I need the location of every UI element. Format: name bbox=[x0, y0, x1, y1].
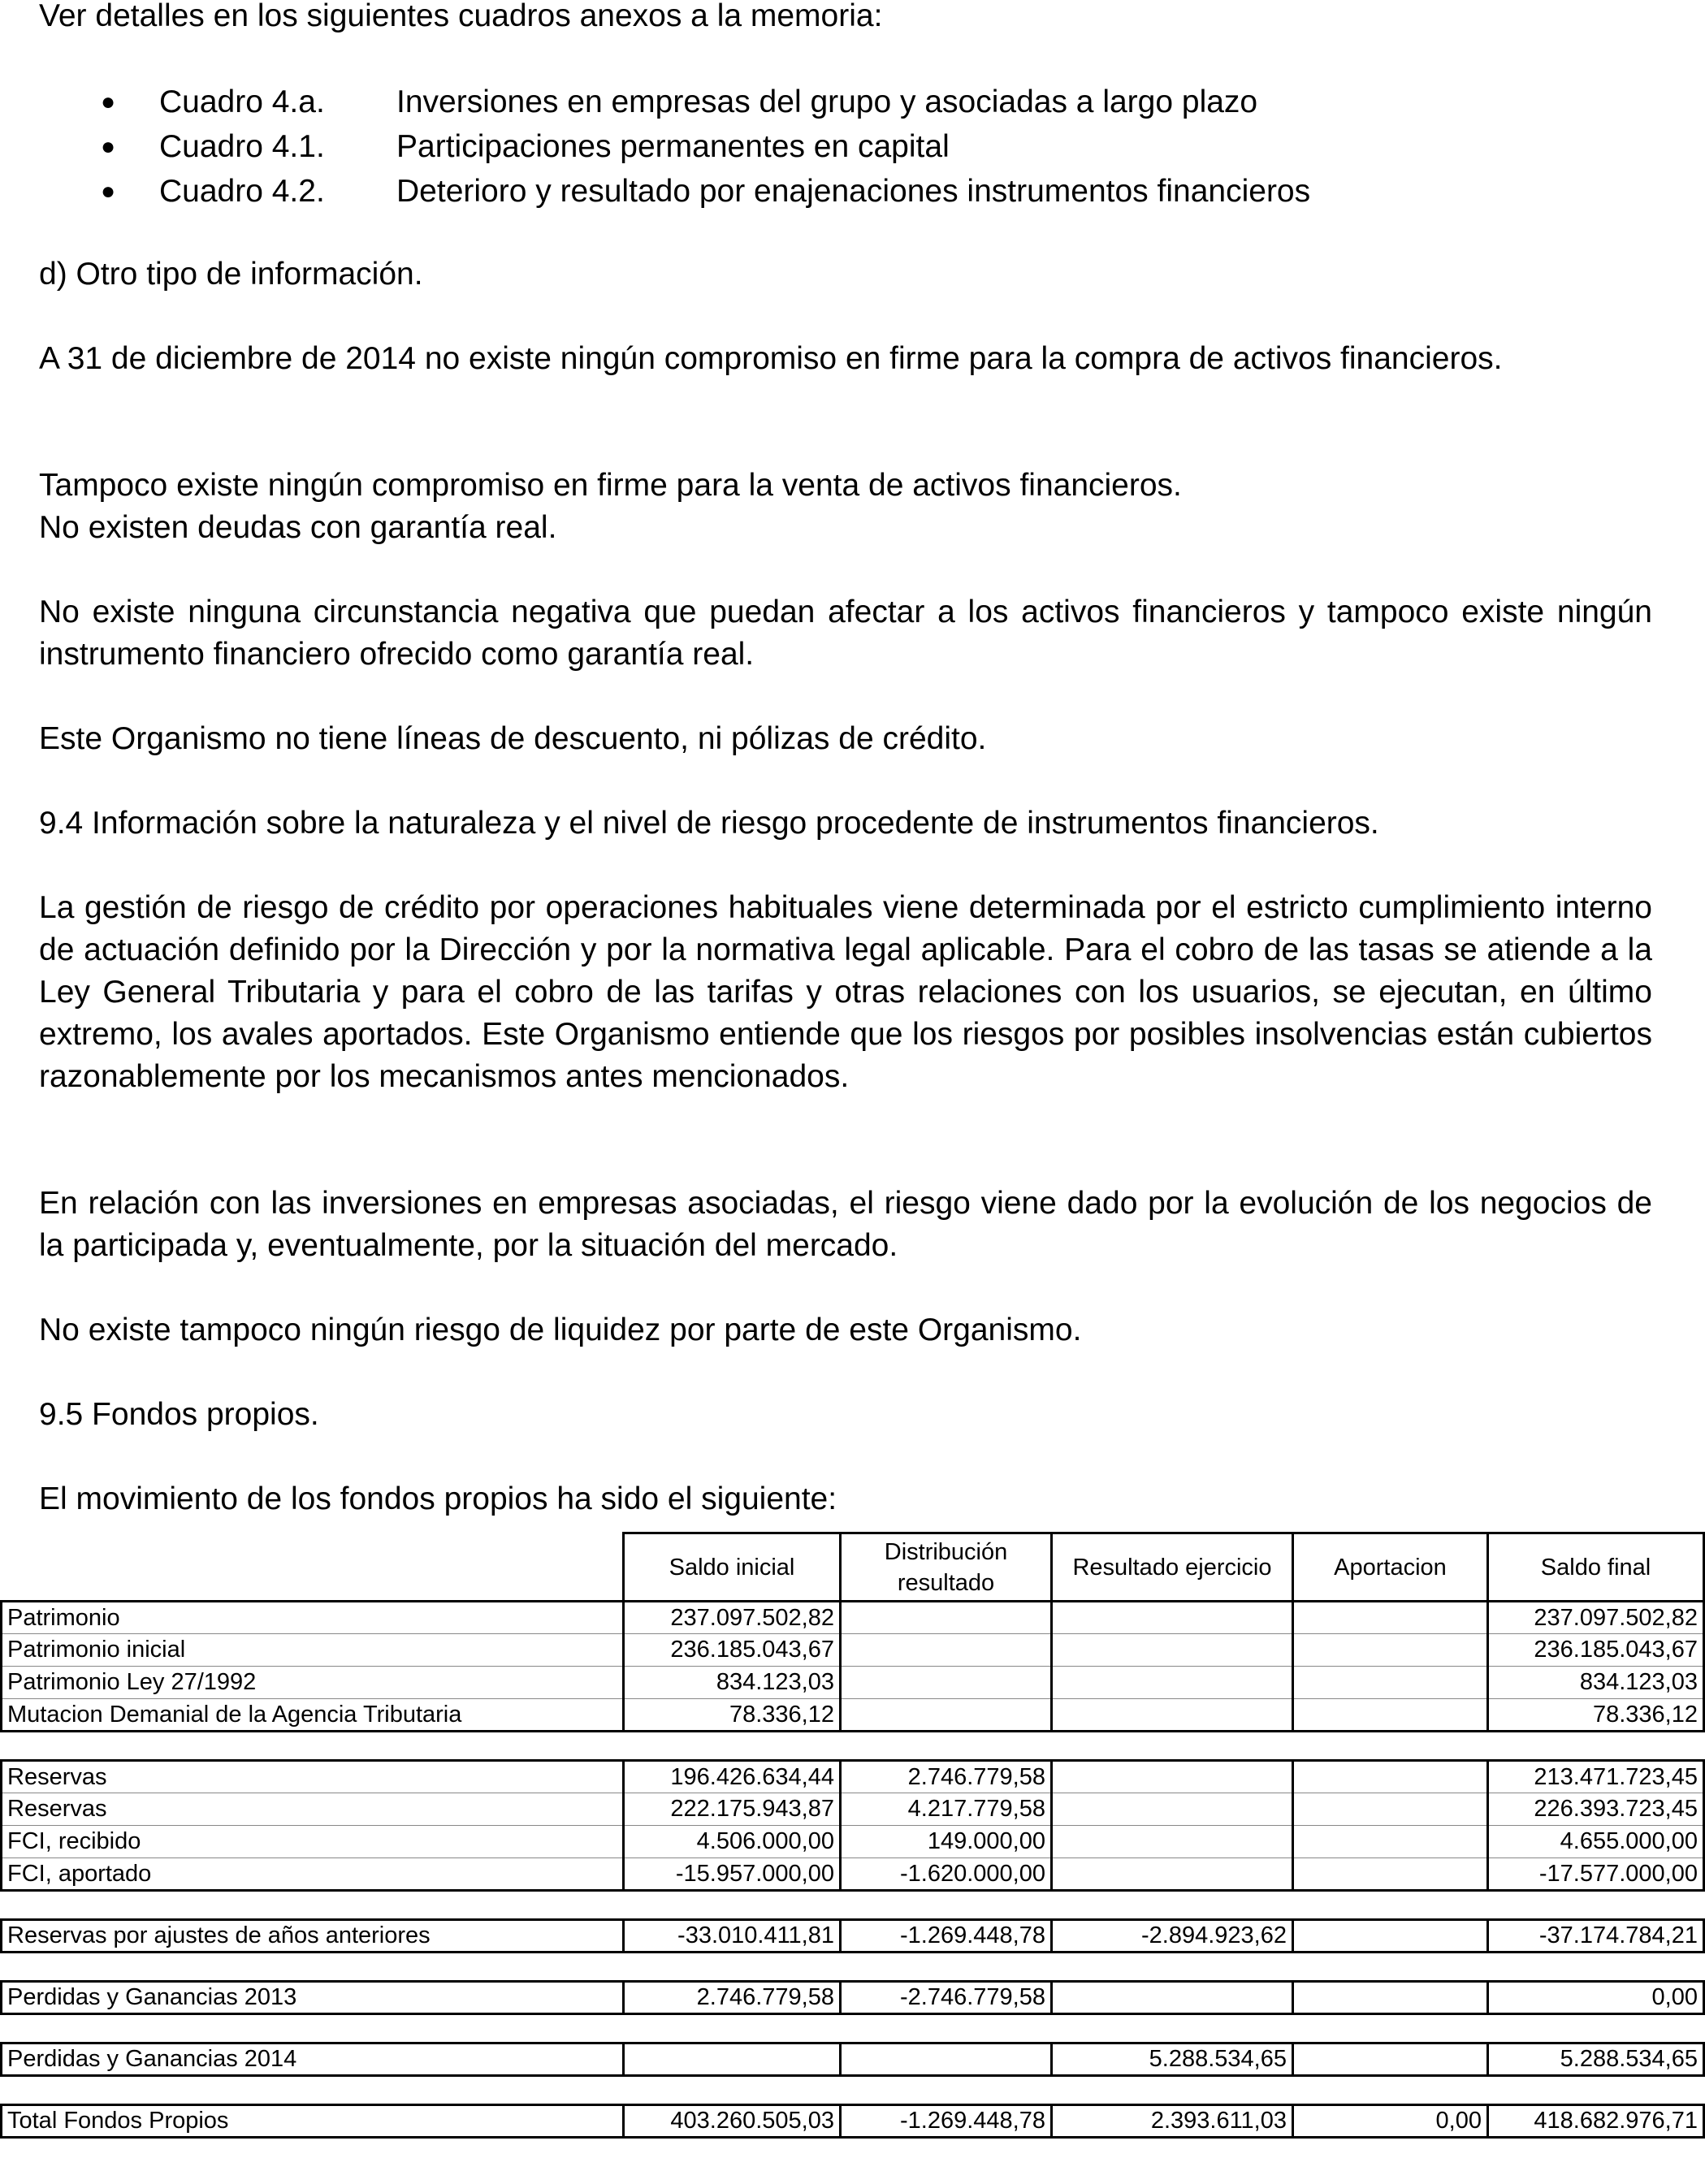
annex-desc: Participaciones permanentes en capital bbox=[396, 129, 950, 164]
table-row bbox=[2, 1920, 1704, 1953]
cell-resultado-ejercicio bbox=[1052, 1982, 1293, 2014]
spacer-cell bbox=[1293, 1953, 1488, 1982]
cell-saldo-inicial: 236.185.043,67 bbox=[624, 1634, 841, 1667]
cell-concept: Patrimonio inicial bbox=[2, 1634, 624, 1667]
cell-concept: Patrimonio bbox=[2, 1602, 624, 1634]
table-row bbox=[2, 1826, 1704, 1858]
spacer-cell bbox=[841, 1953, 1052, 1982]
header-resultado-ejercicio: Resultado ejercicio bbox=[1052, 1533, 1293, 1602]
table-row bbox=[2, 1982, 1704, 2014]
table-row bbox=[2, 1858, 1704, 1891]
cell-aportacion bbox=[1293, 1982, 1488, 2014]
paragraph-equity-movement: El movimiento de los fondos propios ha sido el siguiente: bbox=[39, 1481, 837, 1516]
table-spacer-row bbox=[2, 1953, 1704, 1982]
spacer-cell bbox=[1293, 1891, 1488, 1920]
table-row bbox=[2, 1793, 1704, 1826]
paragraph-credit-lines: Este Organismo no tiene líneas de descuento, ni pólizas de crédito. bbox=[39, 721, 987, 756]
cell-resultado-ejercicio bbox=[1052, 1761, 1293, 1793]
cell-concept: Patrimonio Ley 27/1992 bbox=[2, 1667, 624, 1699]
cell-aportacion: 0,00 bbox=[1293, 2105, 1488, 2138]
paragraph-liquidity-risk: No existe tampoco ningún riesgo de liquidez por parte de este Organismo. bbox=[39, 1313, 1082, 1347]
cell-distribucion-resultado: -2.746.779,58 bbox=[841, 1982, 1052, 2014]
cell-saldo-final: 418.682.976,71 bbox=[1488, 2105, 1704, 2138]
table-spacer-row bbox=[2, 1732, 1704, 1761]
paragraph-commitment-sale: Tampoco existe ningún compromiso en firme para la venta de activos financieros. bbox=[39, 468, 1182, 503]
cell-saldo-inicial: 4.506.000,00 bbox=[624, 1826, 841, 1858]
cell-aportacion bbox=[1293, 1634, 1488, 1667]
cell-saldo-final: -17.577.000,00 bbox=[1488, 1858, 1704, 1891]
cell-saldo-final: -37.174.784,21 bbox=[1488, 1920, 1704, 1953]
spacer-cell bbox=[1293, 2076, 1488, 2105]
cell-distribucion-resultado: 2.746.779,58 bbox=[841, 1761, 1052, 1793]
cell-concept: Mutacion Demanial de la Agencia Tributaria bbox=[2, 1699, 624, 1732]
cell-saldo-final: 5.288.534,65 bbox=[1488, 2043, 1704, 2076]
cell-resultado-ejercicio bbox=[1052, 1858, 1293, 1891]
table-row bbox=[2, 1634, 1704, 1667]
cell-distribucion-resultado: -1.620.000,00 bbox=[841, 1858, 1052, 1891]
cell-saldo-final: 0,00 bbox=[1488, 1982, 1704, 2014]
table-spacer-row bbox=[2, 1891, 1704, 1920]
spacer-cell bbox=[1293, 2014, 1488, 2043]
cell-aportacion bbox=[1293, 1761, 1488, 1793]
cell-saldo-inicial: 196.426.634,44 bbox=[624, 1761, 841, 1793]
cell-saldo-inicial: 78.336,12 bbox=[624, 1699, 841, 1732]
cell-saldo-inicial bbox=[624, 2043, 841, 2076]
annex-desc: Inversiones en empresas del grupo y asociadas a largo plazo bbox=[396, 84, 1258, 119]
cell-saldo-final: 236.185.043,67 bbox=[1488, 1634, 1704, 1667]
spacer-cell bbox=[2, 2076, 624, 2105]
cell-resultado-ejercicio bbox=[1052, 1667, 1293, 1699]
cell-distribucion-resultado bbox=[841, 1634, 1052, 1667]
spacer-cell bbox=[1052, 2014, 1293, 2043]
bullet-icon: ● bbox=[101, 178, 116, 205]
section-d-heading: d) Otro tipo de información. bbox=[39, 257, 423, 292]
cell-resultado-ejercicio: -2.894.923,62 bbox=[1052, 1920, 1293, 1953]
spacer-cell bbox=[2, 1891, 624, 1920]
paragraph-guarantee: No existen deudas con garantía real. bbox=[39, 510, 557, 545]
cell-saldo-inicial: 2.746.779,58 bbox=[624, 1982, 841, 2014]
cell-distribucion-resultado bbox=[841, 2043, 1052, 2076]
annex-code: Cuadro 4.1. bbox=[159, 129, 325, 164]
cell-saldo-inicial: 834.123,03 bbox=[624, 1667, 841, 1699]
spacer-cell bbox=[2, 1953, 624, 1982]
header-aportacion: Aportacion bbox=[1293, 1533, 1488, 1602]
cell-resultado-ejercicio bbox=[1052, 1826, 1293, 1858]
cell-resultado-ejercicio bbox=[1052, 1699, 1293, 1732]
cell-aportacion bbox=[1293, 2043, 1488, 2076]
table-spacer-row bbox=[2, 2014, 1704, 2043]
cell-resultado-ejercicio bbox=[1052, 1793, 1293, 1826]
spacer-cell bbox=[2, 2014, 624, 2043]
cell-distribucion-resultado bbox=[841, 1667, 1052, 1699]
spacer-cell bbox=[624, 1953, 841, 1982]
cell-concept: FCI, recibido bbox=[2, 1826, 624, 1858]
paragraph-credit-risk: La gestión de riesgo de crédito por operaciones habituales viene determinada por el estricto cumplimiento interno de actuación definido por la Dirección y por la normativa legal aplicable. Para el cobro de las tasas se atiende a la Ley General Tributaria y para el cobro de las tarifas y otras relaciones con los usuarios, se ejecutan, en último extremo, los avales aportados. Este Organismo entiende que los riesgos por posibles insolvencias están cubiertos razonablemente por los mecanismos antes mencionados. bbox=[39, 890, 1652, 1094]
cell-concept: Reservas por ajustes de años anteriores bbox=[2, 1920, 624, 1953]
annex-code: Cuadro 4.a. bbox=[159, 84, 325, 119]
bullet-icon: ● bbox=[101, 89, 116, 115]
spacer-cell bbox=[624, 2076, 841, 2105]
section-9-5-heading: 9.5 Fondos propios. bbox=[39, 1397, 319, 1432]
spacer-cell bbox=[624, 2014, 841, 2043]
cell-saldo-inicial: 222.175.943,87 bbox=[624, 1793, 841, 1826]
table-row bbox=[2, 1667, 1704, 1699]
equity-movement-table bbox=[0, 1532, 1705, 2139]
spacer-cell bbox=[841, 2014, 1052, 2043]
spacer-cell bbox=[1052, 1953, 1293, 1982]
cell-distribucion-resultado: -1.269.448,78 bbox=[841, 2105, 1052, 2138]
spacer-cell bbox=[1052, 1732, 1293, 1761]
header-distribucion-resultado: Distribución resultado bbox=[841, 1533, 1052, 1602]
cell-distribucion-resultado: 4.217.779,58 bbox=[841, 1793, 1052, 1826]
cell-resultado-ejercicio: 2.393.611,03 bbox=[1052, 2105, 1293, 2138]
spacer-cell bbox=[1488, 2014, 1704, 2043]
cell-concept: Reservas bbox=[2, 1761, 624, 1793]
cell-distribucion-resultado: 149.000,00 bbox=[841, 1826, 1052, 1858]
table-row bbox=[2, 2105, 1704, 2138]
annex-code: Cuadro 4.2. bbox=[159, 174, 325, 209]
cell-aportacion bbox=[1293, 1920, 1488, 1953]
spacer-cell bbox=[1293, 1732, 1488, 1761]
cell-saldo-inicial: -33.010.411,81 bbox=[624, 1920, 841, 1953]
table-spacer-row bbox=[2, 2076, 1704, 2105]
spacer-cell bbox=[841, 2076, 1052, 2105]
table-row bbox=[2, 1699, 1704, 1732]
cell-resultado-ejercicio bbox=[1052, 1634, 1293, 1667]
header-blank-cell bbox=[2, 1533, 624, 1602]
cell-saldo-inicial: -15.957.000,00 bbox=[624, 1858, 841, 1891]
paragraph-commitment-purchase: A 31 de diciembre de 2014 no existe ningún compromiso en firme para la compra de activos financieros. bbox=[39, 341, 1503, 376]
table-row bbox=[2, 2043, 1704, 2076]
intro-text: Ver detalles en los siguientes cuadros anexos a la memoria: bbox=[39, 0, 883, 33]
cell-aportacion bbox=[1293, 1826, 1488, 1858]
cell-concept: Perdidas y Ganancias 2014 bbox=[2, 2043, 624, 2076]
cell-aportacion bbox=[1293, 1793, 1488, 1826]
cell-distribucion-resultado: -1.269.448,78 bbox=[841, 1920, 1052, 1953]
spacer-cell bbox=[841, 1891, 1052, 1920]
annex-desc: Deterioro y resultado por enajenaciones instrumentos financieros bbox=[396, 174, 1311, 209]
cell-concept: Reservas bbox=[2, 1793, 624, 1826]
cell-saldo-inicial: 237.097.502,82 bbox=[624, 1602, 841, 1634]
bullet-icon: ● bbox=[101, 133, 116, 160]
cell-saldo-final: 237.097.502,82 bbox=[1488, 1602, 1704, 1634]
table-row bbox=[2, 1602, 1704, 1634]
cell-concept: Perdidas y Ganancias 2013 bbox=[2, 1982, 624, 2014]
paragraph-negative-circumstance: No existe ninguna circunstancia negativa que puedan afectar a los activos financieros y tampoco existe ningún instrumento financiero ofrecido como garantía real. bbox=[39, 595, 1652, 672]
paragraph-associates-risk: En relación con las inversiones en empresas asociadas, el riesgo viene dado por la evolución de los negocios de la participada y, eventualmente, por la situación del mercado. bbox=[39, 1186, 1652, 1263]
header-saldo-final: Saldo final bbox=[1488, 1533, 1704, 1602]
cell-aportacion bbox=[1293, 1858, 1488, 1891]
spacer-cell bbox=[841, 1732, 1052, 1761]
spacer-cell bbox=[1052, 1891, 1293, 1920]
section-9-4-heading: 9.4 Información sobre la naturaleza y el nivel de riesgo procedente de instrumentos financieros. bbox=[39, 806, 1379, 841]
spacer-cell bbox=[1488, 2076, 1704, 2105]
cell-distribucion-resultado bbox=[841, 1699, 1052, 1732]
cell-saldo-inicial: 403.260.505,03 bbox=[624, 2105, 841, 2138]
cell-aportacion bbox=[1293, 1699, 1488, 1732]
cell-saldo-final: 4.655.000,00 bbox=[1488, 1826, 1704, 1858]
spacer-cell bbox=[1052, 2076, 1293, 2105]
header-saldo-inicial: Saldo inicial bbox=[624, 1533, 841, 1602]
cell-resultado-ejercicio: 5.288.534,65 bbox=[1052, 2043, 1293, 2076]
spacer-cell bbox=[1488, 1891, 1704, 1920]
table-header-row bbox=[2, 1533, 1704, 1602]
cell-aportacion bbox=[1293, 1602, 1488, 1634]
table-row bbox=[2, 1761, 1704, 1793]
cell-saldo-final: 226.393.723,45 bbox=[1488, 1793, 1704, 1826]
cell-saldo-final: 213.471.723,45 bbox=[1488, 1761, 1704, 1793]
cell-resultado-ejercicio bbox=[1052, 1602, 1293, 1634]
cell-concept: Total Fondos Propios bbox=[2, 2105, 624, 2138]
spacer-cell bbox=[2, 1732, 624, 1761]
cell-saldo-final: 834.123,03 bbox=[1488, 1667, 1704, 1699]
cell-aportacion bbox=[1293, 1667, 1488, 1699]
spacer-cell bbox=[624, 1732, 841, 1761]
cell-concept: FCI, aportado bbox=[2, 1858, 624, 1891]
spacer-cell bbox=[624, 1891, 841, 1920]
spacer-cell bbox=[1488, 1953, 1704, 1982]
cell-distribucion-resultado bbox=[841, 1602, 1052, 1634]
cell-saldo-final: 78.336,12 bbox=[1488, 1699, 1704, 1732]
spacer-cell bbox=[1488, 1732, 1704, 1761]
